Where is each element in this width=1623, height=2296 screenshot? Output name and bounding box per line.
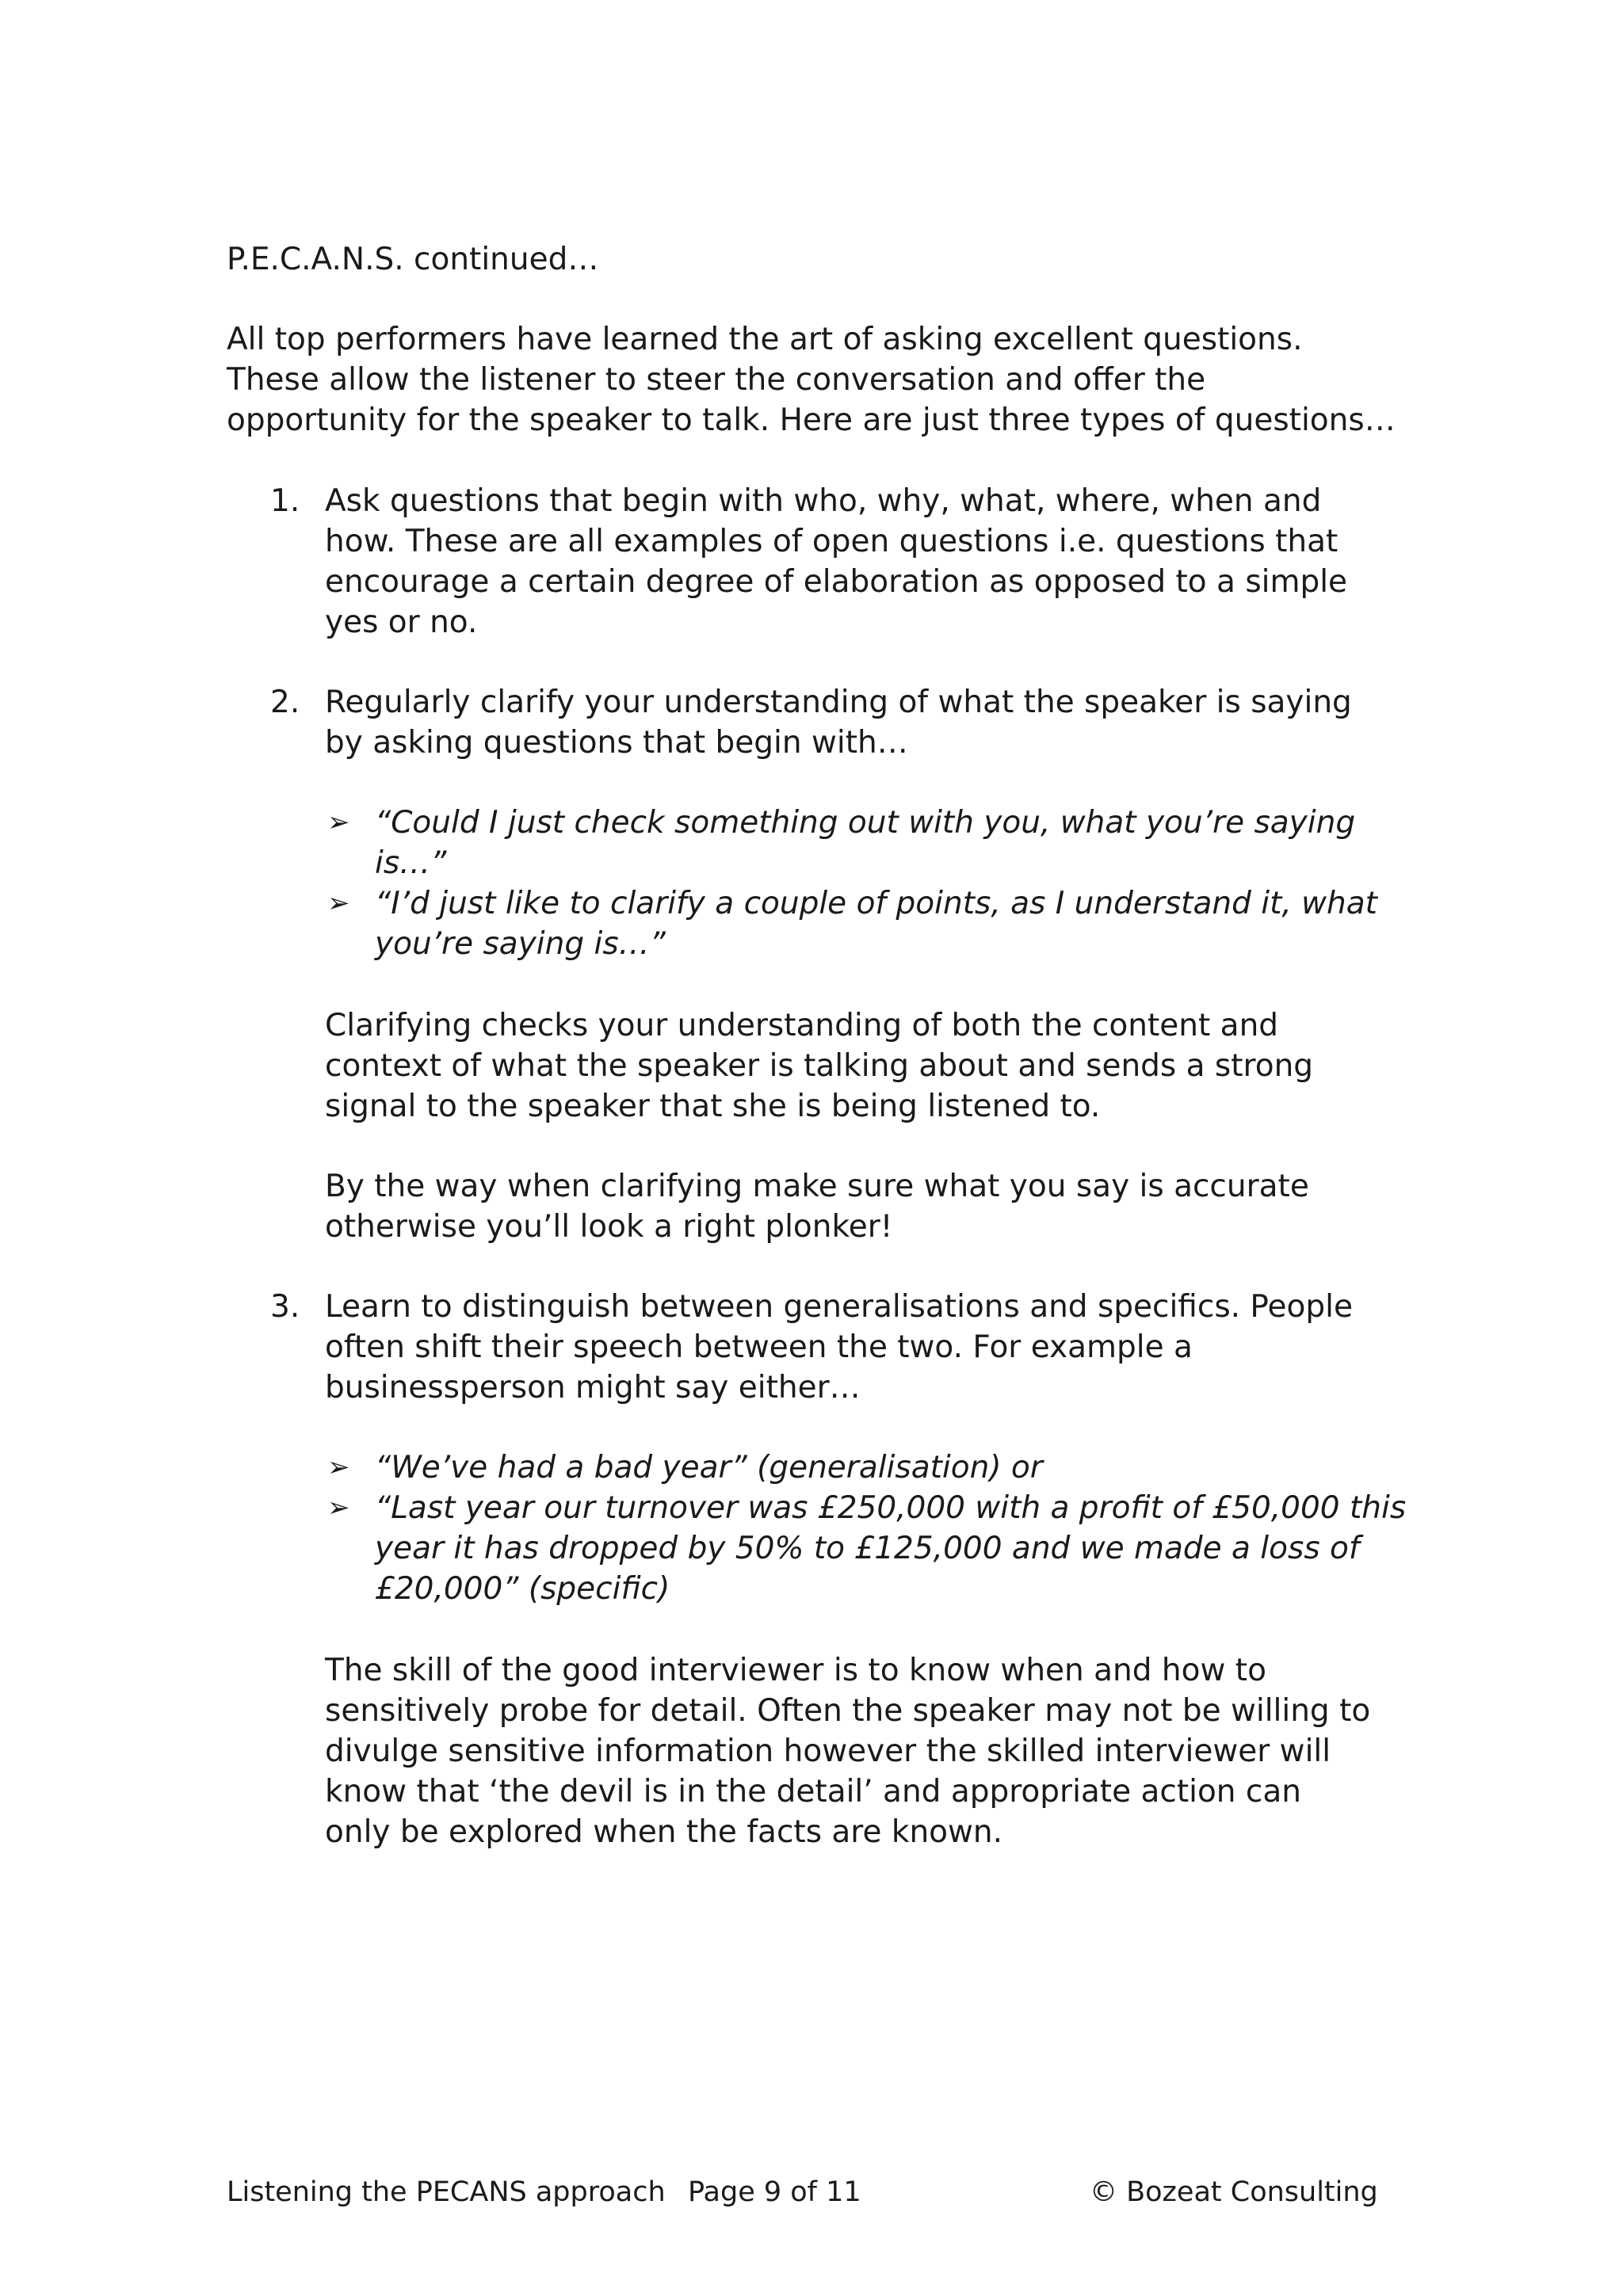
text-line: signal to the speaker that she is being listened to. [325,1089,1101,1124]
list-number: 1. [270,483,300,519]
text-line: “Could I just check something out with you, what you’re saying [375,805,1356,841]
intro-line: opportunity for the speaker to talk. Here are just three types of questions… [227,402,1396,438]
text-line: encourage a certain degree of elaboration as opposed to a simple [325,564,1348,600]
text-line: year it has dropped by 50% to £125,000 and we made a loss of [375,1531,1360,1566]
text-line: is…” [375,845,447,881]
list-item-1-text [325,481,1347,643]
text-line: how. These are all examples of open questions i.e. questions that [325,524,1338,559]
text-line: context of what the speaker is talking about and sends a strong [325,1048,1314,1084]
accuracy-paragraph [325,1166,1309,1247]
text-line: Ask questions that begin with who, why, what, where, when and [325,483,1322,519]
page-heading: P.E.C.A.N.S. continued… [227,242,599,277]
text-line: Clarifying checks your understanding of both the content and [325,1008,1279,1043]
list-item-2-text [325,682,1352,763]
text-line: “We’ve had a bad year” (generalisation) or [375,1450,1043,1486]
clarifying-paragraph [325,1005,1313,1127]
arrow-bullet-icon: ➢ [327,1451,350,1483]
list-number: 2. [270,685,300,720]
text-line: The skill of the good interviewer is to know when and how to [325,1653,1266,1688]
text-line: “Last year our turnover was £250,000 with a profit of £50,000 this [375,1490,1407,1526]
bullet-item [327,883,1377,964]
text-line: “I’d just like to clarify a couple of points, as I understand it, what [375,886,1377,921]
text-line: sensitively probe for detail. Often the speaker may not be willing to [325,1693,1371,1729]
text-line: Learn to distinguish between generalisations and specifics. People [325,1289,1353,1325]
text-line: otherwise you’ll look a right plonker! [325,1209,893,1245]
bullet-item [327,1447,1406,1488]
footer-page-number: Page 9 of 11 [688,2176,861,2208]
text-line: often shift their speech between the two. For example a [325,1329,1193,1365]
text-line: businessperson might say either… [325,1370,861,1405]
bullet-item [327,803,1377,883]
list-number: 3. [270,1289,300,1325]
list-item-3-text [325,1287,1353,1408]
text-line: By the way when clarifying make sure what you say is accurate [325,1169,1309,1204]
text-line: yes or no. [325,605,478,640]
text-line: only be explored when the facts are known. [325,1814,1003,1850]
arrow-bullet-icon: ➢ [327,1492,350,1524]
intro-line: These allow the listener to steer the conversation and offer the [227,362,1206,398]
intro-line: All top performers have learned the art of asking excellent questions. [227,322,1303,357]
text-line: by asking questions that begin with… [325,725,908,761]
arrow-bullet-icon: ➢ [327,887,350,919]
text-line: know that ‘the devil is in the detail’ and appropriate action can [325,1774,1301,1810]
clarify-bullet-list [327,803,1377,964]
example-bullet-list [327,1447,1406,1609]
interviewer-paragraph [325,1650,1370,1852]
text-line: divulge sensitive information however the skilled interviewer will [325,1733,1331,1769]
footer-copyright: © Bozeat Consulting [1090,2176,1378,2208]
arrow-bullet-icon: ➢ [327,807,350,838]
intro-paragraph [227,319,1396,441]
text-line: you’re saying is…” [375,926,666,962]
text-line: £20,000” (specific) [375,1571,670,1607]
footer-title: Listening the PECANS approach [227,2176,666,2208]
bullet-item [327,1488,1406,1609]
text-line: Regularly clarify your understanding of what the speaker is saying [325,685,1352,720]
